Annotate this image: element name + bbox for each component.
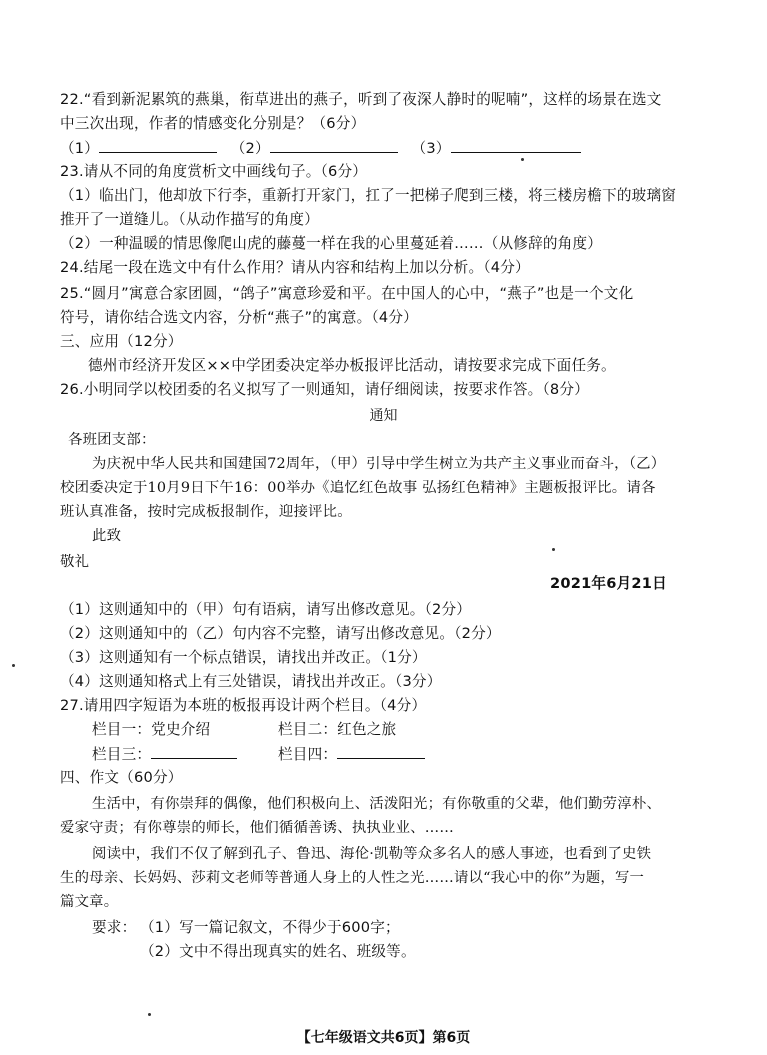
page-footer: 【七年级语文共6页】第6页	[296, 1030, 471, 1046]
essay-p1a: 生活中，有你崇拜的偶像，他们积极向上、活泼阳光；有你敬重的父辈，他们勤劳淳朴、	[92, 796, 662, 812]
q22-blank1[interactable]	[99, 138, 217, 153]
q27-column4-label: 栏目四：	[278, 746, 338, 763]
notice-closing1: 此致	[92, 528, 122, 544]
scan-speck	[521, 158, 524, 161]
essay-p1b: 爱家守责；有你尊崇的师长，他们循循善诱、执执业业、……	[60, 820, 454, 836]
q26-a1: （1）这则通知中的（甲）句有语病，请写出修改意见。（2分）	[60, 601, 472, 618]
q26-a4: （4）这则通知格式上有三处错误，请找出并改正。（3分）	[60, 673, 442, 690]
section3-intro: 德州市经济开发区××中学团委决定举办板报评比活动，请按要求完成下面任务。	[88, 357, 616, 374]
notice-body2: 校团委决定于10月9日下午16：00举办《追忆红色故事 弘扬红色精神》主题板报评比。请各	[60, 480, 656, 496]
essay-requirement-2: （2）文中不得出现真实的姓名、班级等。	[140, 943, 416, 960]
q25-line2: 符号，请你结合选文内容，分析“燕子”的寓意。（4分）	[60, 309, 418, 326]
scan-speck	[12, 664, 15, 667]
q27-column3	[92, 744, 237, 765]
q22-line2: 中三次出现，作者的情感变化分别是？（6分）	[60, 115, 366, 132]
q22-line1: 22.“看到新泥累筑的燕巢，衔草进出的燕子，听到了夜深人静时的呢喃”，这样的场景在选文	[60, 91, 662, 108]
notice-closing2: 敬礼	[60, 554, 90, 570]
q26-line1: 26.小明同学以校团委的名义拟写了一则通知，请仔细阅读，按要求作答。（8分）	[60, 381, 589, 398]
section3-title: 三、应用（12分）	[60, 333, 183, 350]
essay-p2a: 阅读中，我们不仅了解到孔子、鲁迅、海伦·凯勒等众多名人的感人事迹，也看到了史铁	[92, 846, 652, 862]
notice-body1: 为庆祝中华人民共和国建国72周年，（甲）引导中学生树立为共产主义事业而奋斗，（乙）	[92, 456, 666, 472]
essay-requirements-label: 要求：	[92, 919, 137, 936]
essay-p2c: 篇文章。	[60, 894, 119, 910]
q24-line1: 24.结尾一段在选文中有什么作用？请从内容和结构上加以分析。（4分）	[60, 259, 530, 276]
scan-speck	[148, 1013, 151, 1016]
q26-a2: （2）这则通知中的（乙）句内容不完整，请写出修改意见。（2分）	[60, 625, 501, 642]
q27-column4-blank[interactable]	[337, 744, 425, 759]
q27-column4	[278, 744, 425, 765]
section4-title: 四、作文（60分）	[60, 769, 183, 786]
q23-line1: 23.请从不同的角度赏析文中画线句子。（6分）	[60, 163, 368, 180]
notice-title: 通知	[369, 408, 398, 424]
notice-salutation: 各班团支部：	[68, 432, 156, 448]
q27-column2: 栏目二：红色之旅	[278, 721, 397, 738]
q27-column1: 栏目一：党史介绍	[92, 721, 211, 738]
essay-requirement-1: （1）写一篇记叙文，不得少于600字；	[140, 919, 400, 936]
q22-blank1-label: （1）	[60, 140, 100, 157]
q25-line1: 25.“圆月”寓意合家团圆，“鸽子”寓意珍爱和平。在中国人的心中，“燕子”也是一个文化	[60, 285, 634, 302]
q22-blank2[interactable]	[270, 138, 398, 153]
q23-s1b: 推开了一道缝儿。（从动作描写的角度）	[60, 211, 319, 228]
scan-speck	[552, 548, 555, 551]
q22-blank3-label: （3）	[411, 140, 451, 157]
q22-answer-blanks	[60, 138, 581, 159]
notice-date: 2021年6月21日	[550, 575, 667, 592]
essay-p2b: 生的母亲、长妈妈、莎莉文老师等普通人身上的人性之光……请以“我心中的你”为题，写一	[60, 870, 645, 886]
notice-body3: 班认真准备，按时完成板报制作，迎接评比。	[60, 504, 352, 520]
q23-s2: （2）一种温暖的情思像爬山虎的藤蔓一样在我的心里蔓延着……（从修辞的角度）	[60, 235, 603, 252]
q27-line1: 27.请用四字短语为本班的板报再设计两个栏目。（4分）	[60, 697, 427, 714]
q22-blank3[interactable]	[451, 138, 581, 153]
q27-column3-blank[interactable]	[151, 744, 237, 759]
q27-column3-label: 栏目三：	[92, 746, 152, 763]
q23-s1a: （1）临出门，他却放下行李，重新打开家门，扛了一把梯子爬到三楼，将三楼房檐下的玻璃窗	[60, 187, 677, 204]
q26-a3: （3）这则通知有一个标点错误，请找出并改正。（1分）	[60, 649, 427, 666]
q22-blank2-label: （2）	[230, 140, 270, 157]
